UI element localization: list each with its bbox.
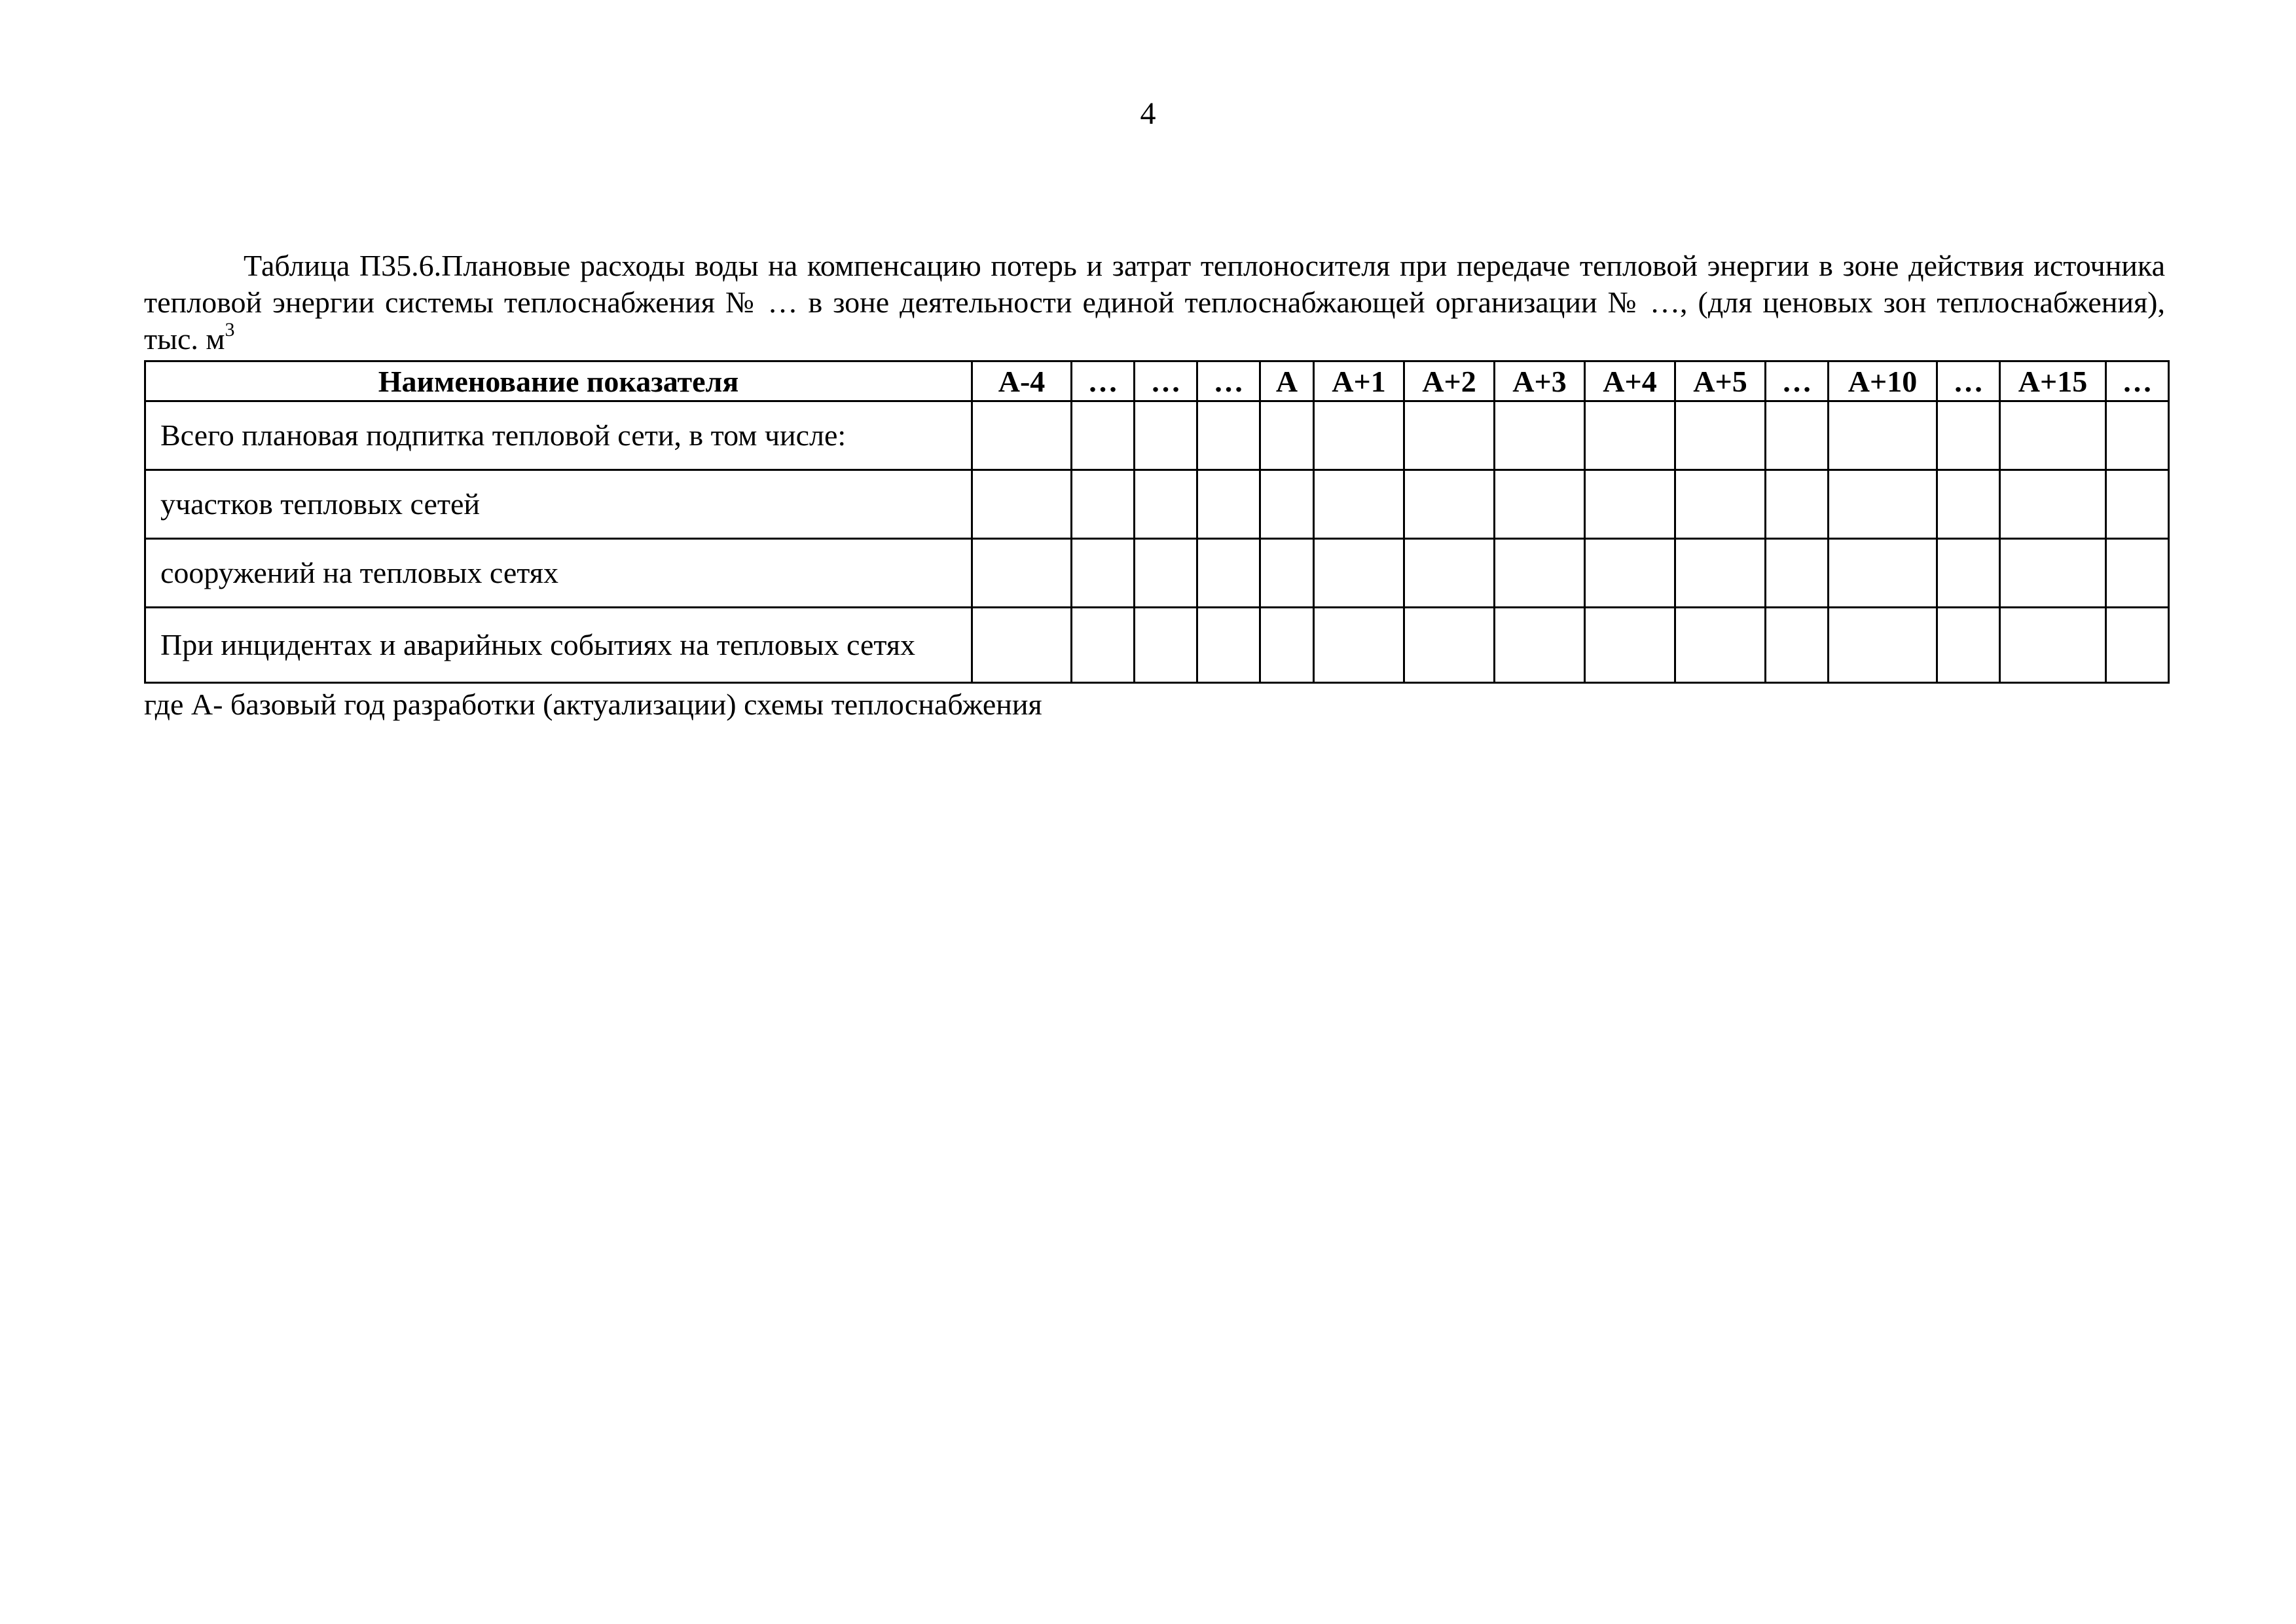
empty-cell (1197, 539, 1260, 608)
table-row (145, 608, 2169, 683)
data-table (144, 360, 2170, 684)
empty-cell (1260, 401, 1314, 470)
empty-cell (1072, 608, 1135, 683)
header-year-col: А-4 (972, 361, 1072, 401)
row-label: При инцидентах и аварийных событиях на тепловых сетях (145, 608, 972, 683)
empty-cell (1766, 401, 1829, 470)
empty-cell (1135, 539, 1197, 608)
empty-cell (1829, 470, 1937, 539)
empty-cell (1675, 539, 1766, 608)
header-year-col: … (2106, 361, 2169, 401)
empty-cell (1404, 401, 1495, 470)
header-year-col: … (1072, 361, 1135, 401)
header-year-col: А+5 (1675, 361, 1766, 401)
empty-cell (1197, 608, 1260, 683)
empty-cell (2000, 608, 2106, 683)
empty-cell (1766, 470, 1829, 539)
empty-cell (1197, 470, 1260, 539)
empty-cell (1495, 608, 1585, 683)
header-year-col: А+3 (1495, 361, 1585, 401)
empty-cell (1937, 539, 2000, 608)
empty-cell (1829, 401, 1937, 470)
table-row (145, 470, 2169, 539)
table-row (145, 539, 2169, 608)
empty-cell (1260, 470, 1314, 539)
row-label: Всего плановая подпитка тепловой сети, в том числе: (145, 401, 972, 470)
empty-cell (1675, 401, 1766, 470)
table-header-row (145, 361, 2169, 401)
empty-cell (1404, 539, 1495, 608)
empty-cell (1585, 470, 1675, 539)
empty-cell (1585, 401, 1675, 470)
empty-cell (1135, 401, 1197, 470)
page-number: 4 (1140, 96, 1156, 131)
empty-cell (1766, 539, 1829, 608)
empty-cell (2000, 470, 2106, 539)
empty-cell (2106, 539, 2169, 608)
empty-cell (1072, 539, 1135, 608)
empty-cell (1937, 470, 2000, 539)
empty-cell (1314, 539, 1404, 608)
table-row (145, 401, 2169, 470)
empty-cell (1404, 608, 1495, 683)
empty-cell (1495, 401, 1585, 470)
table-caption (144, 248, 2165, 358)
header-year-col: А (1260, 361, 1314, 401)
empty-cell (1260, 608, 1314, 683)
empty-cell (1072, 470, 1135, 539)
empty-cell (1314, 401, 1404, 470)
empty-cell (972, 401, 1072, 470)
empty-cell (2106, 608, 2169, 683)
header-year-col: … (1766, 361, 1829, 401)
empty-cell (1314, 470, 1404, 539)
row-label: участков тепловых сетей (145, 470, 972, 539)
empty-cell (1937, 401, 2000, 470)
header-year-col: … (1135, 361, 1197, 401)
empty-cell (2000, 401, 2106, 470)
header-year-col: А+1 (1314, 361, 1404, 401)
empty-cell (1829, 539, 1937, 608)
header-year-col: А+15 (2000, 361, 2106, 401)
empty-cell (2106, 401, 2169, 470)
empty-cell (1675, 470, 1766, 539)
header-year-col: А+4 (1585, 361, 1675, 401)
empty-cell (1675, 608, 1766, 683)
caption-text: Таблица П35.6.Плановые расходы воды на компенсацию потерь и затрат теплоносителя при передаче тепловой энергии в зоне действия источника тепловой энергии системы теплоснабжения № … в зоне деятельности единой теплоснабжающей организации № …, (для ценовых зон теплоснабжения), тыс. м (144, 249, 2165, 356)
empty-cell (1495, 470, 1585, 539)
empty-cell (1585, 608, 1675, 683)
header-year-col: … (1937, 361, 2000, 401)
caption-superscript: 3 (225, 319, 235, 341)
empty-cell (1197, 401, 1260, 470)
empty-cell (2000, 539, 2106, 608)
empty-cell (2106, 470, 2169, 539)
empty-cell (972, 608, 1072, 683)
empty-cell (1829, 608, 1937, 683)
row-label: сооружений на тепловых сетях (145, 539, 972, 608)
empty-cell (1766, 608, 1829, 683)
empty-cell (1072, 401, 1135, 470)
header-year-col: А+10 (1829, 361, 1937, 401)
empty-cell (1135, 470, 1197, 539)
header-year-col: А+2 (1404, 361, 1495, 401)
empty-cell (1585, 539, 1675, 608)
empty-cell (972, 539, 1072, 608)
empty-cell (1314, 608, 1404, 683)
empty-cell (1135, 608, 1197, 683)
empty-cell (1404, 470, 1495, 539)
empty-cell (1937, 608, 2000, 683)
empty-cell (972, 470, 1072, 539)
header-year-col: … (1197, 361, 1260, 401)
footnote: где А- базовый год разработки (актуализации) схемы теплоснабжения (144, 688, 1042, 721)
header-indicator-name: Наименование показателя (145, 361, 972, 401)
empty-cell (1260, 539, 1314, 608)
empty-cell (1495, 539, 1585, 608)
